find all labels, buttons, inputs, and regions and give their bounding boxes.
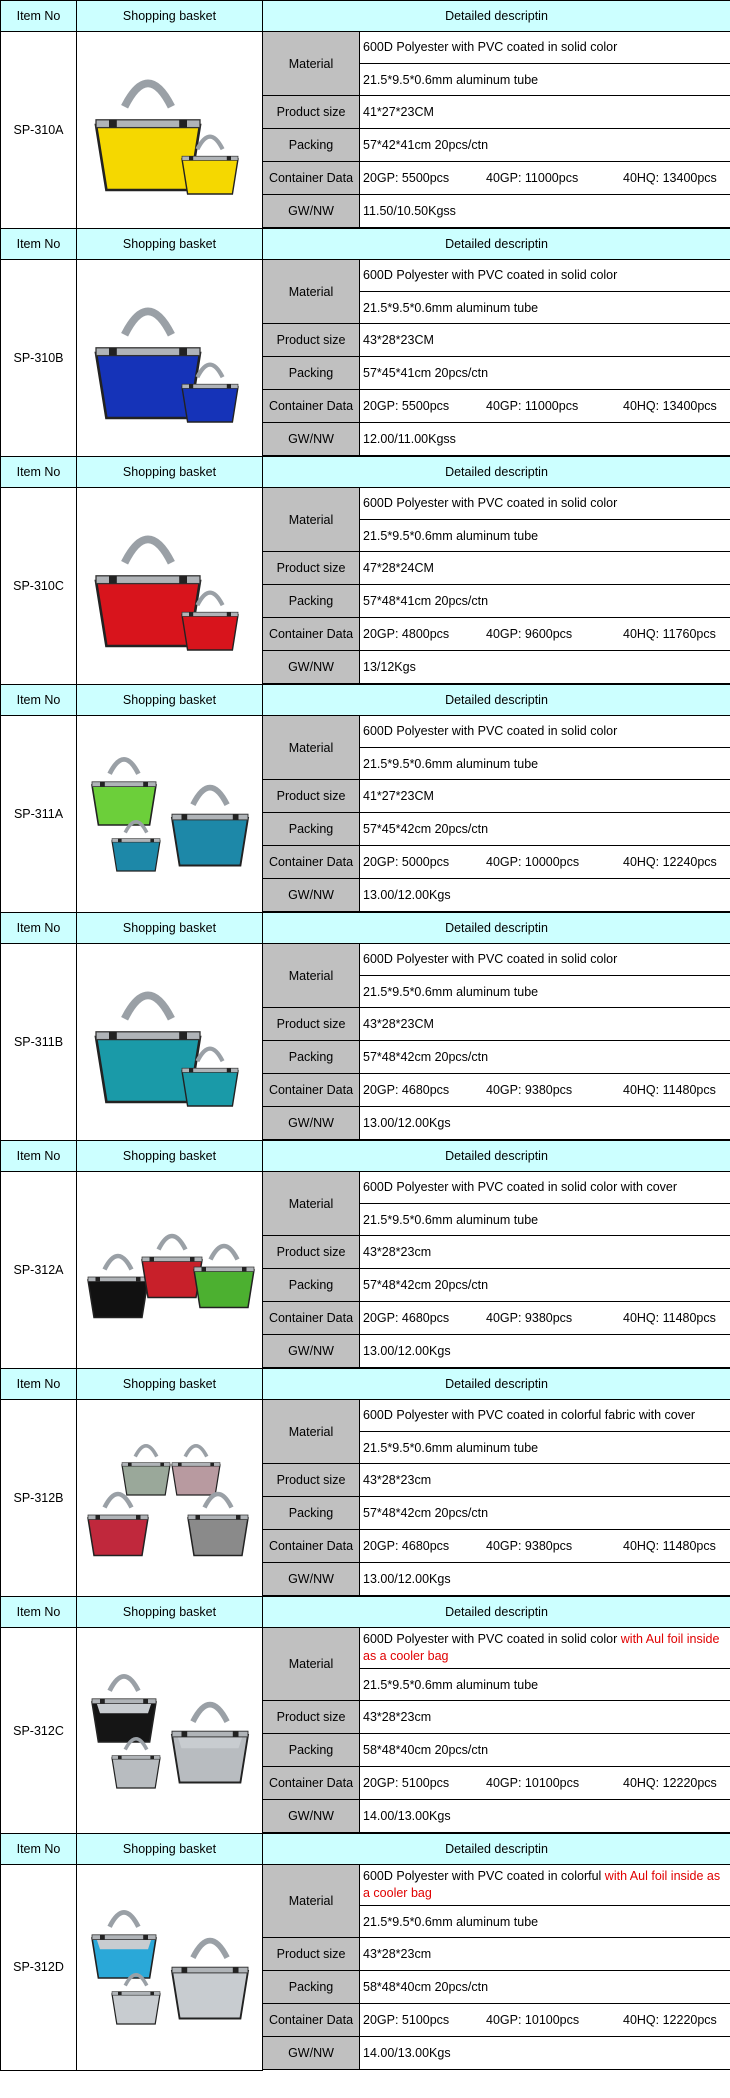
packing-value: 58*48*40cm 20pcs/ctn: [360, 1971, 730, 2004]
container-40gp: 40GP: 11000pcs: [486, 171, 579, 185]
detailed-description-header: Detailed descriptin: [263, 457, 730, 488]
product-photo: [77, 1865, 263, 2071]
gw-nw-value: 11.50/10.50Kgss: [360, 195, 730, 228]
gw-nw-value: 14.00/13.00Kgs: [360, 2037, 730, 2070]
gw-nw-value: 13.00/12.00Kgs: [360, 1107, 730, 1140]
gw-nw-label: GW/NW: [263, 195, 360, 228]
container-data-label: Container Data: [263, 846, 360, 879]
item-number: SP-311A: [1, 716, 77, 913]
gw-nw-value: 13.00/12.00Kgs: [360, 1335, 730, 1368]
container-data-value: [360, 1302, 730, 1335]
product-size-label: Product size: [263, 552, 360, 585]
section-header-row: [1, 1, 730, 32]
section-header-row: [1, 1834, 730, 1865]
product-photo: [77, 32, 263, 229]
item-number: SP-312A: [1, 1172, 77, 1369]
packing-value: 57*48*42cm 20pcs/ctn: [360, 1269, 730, 1302]
packing-label: Packing: [263, 1041, 360, 1074]
material-description: [360, 716, 730, 748]
shopping-basket-header: Shopping basket: [77, 1834, 263, 1865]
shopping-basket-header: Shopping basket: [77, 1141, 263, 1172]
item-number: SP-310A: [1, 32, 77, 229]
teal-basket-icon: [82, 967, 258, 1117]
green-teal-baskets-icon: [82, 739, 258, 889]
container-40hq: 40HQ: 12240pcs: [623, 855, 717, 869]
container-20gp: 20GP: 4680pcs: [363, 1083, 450, 1097]
gw-nw-label: GW/NW: [263, 1335, 360, 1368]
item-number: SP-311B: [1, 944, 77, 1141]
black-cooler-baskets-icon: [82, 1656, 258, 1806]
shopping-basket-header: Shopping basket: [77, 457, 263, 488]
material-description: [360, 32, 730, 64]
gw-nw-label: GW/NW: [263, 2037, 360, 2070]
material-row: [1, 944, 730, 976]
detailed-description-header: Detailed descriptin: [263, 1141, 730, 1172]
container-20gp: 20GP: 4680pcs: [363, 1539, 450, 1553]
container-data-label: Container Data: [263, 1767, 360, 1800]
container-data-value: [360, 618, 730, 651]
material-row: [1, 32, 730, 64]
container-data-label: Container Data: [263, 390, 360, 423]
item-number: SP-312C: [1, 1628, 77, 1834]
shopping-basket-header: Shopping basket: [77, 1, 263, 32]
shopping-basket-header: Shopping basket: [77, 913, 263, 944]
section-header-row: [1, 913, 730, 944]
material-description: [360, 1172, 730, 1204]
material-description: [360, 1628, 730, 1669]
gw-nw-value: 12.00/11.00Kgss: [360, 423, 730, 456]
item-no-header: Item No: [1, 1141, 77, 1172]
item-number: SP-310B: [1, 260, 77, 457]
material-label: Material: [263, 260, 360, 324]
gw-nw-value: 13.00/12.00Kgs: [360, 1563, 730, 1596]
shopping-basket-header: Shopping basket: [77, 1597, 263, 1628]
material-text: 600D Polyester with PVC coated in solid color: [363, 496, 618, 510]
shopping-basket-header: Shopping basket: [77, 229, 263, 260]
product-size-label: Product size: [263, 1464, 360, 1497]
material-label: Material: [263, 488, 360, 552]
material-row: [1, 716, 730, 748]
product-size-label: Product size: [263, 324, 360, 357]
container-data-value: [360, 1767, 730, 1800]
container-20gp: 20GP: 4680pcs: [363, 1311, 450, 1325]
product-size-value: 43*28*23cm: [360, 1938, 730, 1971]
product-size-label: Product size: [263, 780, 360, 813]
product-size-value: 43*28*23cm: [360, 1464, 730, 1497]
material-label: Material: [263, 716, 360, 780]
shopping-basket-header: Shopping basket: [77, 1369, 263, 1400]
section-header-row: [1, 1141, 730, 1172]
container-data-label: Container Data: [263, 162, 360, 195]
detailed-description-header: Detailed descriptin: [263, 1, 730, 32]
container-20gp: 20GP: 5500pcs: [363, 399, 450, 413]
packing-value: 57*45*42cm 20pcs/ctn: [360, 813, 730, 846]
item-no-header: Item No: [1, 913, 77, 944]
item-no-header: Item No: [1, 229, 77, 260]
material-text: 600D Polyester with PVC coated in solid color: [363, 952, 618, 966]
item-number: SP-312B: [1, 1400, 77, 1597]
packing-label: Packing: [263, 357, 360, 390]
product-size-value: 47*28*24CM: [360, 552, 730, 585]
gw-nw-label: GW/NW: [263, 423, 360, 456]
detailed-description-header: Detailed descriptin: [263, 1834, 730, 1865]
container-20gp: 20GP: 4800pcs: [363, 627, 450, 641]
material-description: [360, 1400, 730, 1432]
container-data-value: [360, 162, 730, 195]
container-40hq: 40HQ: 11480pcs: [623, 1311, 716, 1325]
container-40hq: 40HQ: 13400pcs: [623, 171, 717, 185]
packing-value: 57*45*41cm 20pcs/ctn: [360, 357, 730, 390]
gw-nw-label: GW/NW: [263, 1800, 360, 1833]
container-data-value: [360, 2004, 730, 2037]
product-photo: [77, 488, 263, 685]
material-text: 600D Polyester with PVC coated in solid color with cover: [363, 1180, 678, 1194]
gw-nw-label: GW/NW: [263, 1563, 360, 1596]
material-text: 600D Polyester with PVC coated in solid color: [363, 268, 618, 282]
product-size-label: Product size: [263, 1008, 360, 1041]
container-40hq: 40HQ: 11760pcs: [623, 627, 716, 641]
detailed-description-header: Detailed descriptin: [263, 1597, 730, 1628]
gw-nw-value: 13/12Kgs: [360, 651, 730, 684]
section-header-row: [1, 229, 730, 260]
container-40gp: 40GP: 9380pcs: [486, 1311, 573, 1325]
gw-nw-label: GW/NW: [263, 879, 360, 912]
packing-label: Packing: [263, 1971, 360, 2004]
material-label: Material: [263, 944, 360, 1008]
material-description: [360, 488, 730, 520]
container-40gp: 40GP: 9380pcs: [486, 1083, 573, 1097]
item-no-header: Item No: [1, 1, 77, 32]
packing-value: 57*48*41cm 20pcs/ctn: [360, 585, 730, 618]
gw-nw-label: GW/NW: [263, 651, 360, 684]
product-photo: [77, 1400, 263, 1597]
item-no-header: Item No: [1, 685, 77, 716]
product-photo: [77, 1172, 263, 1369]
packing-label: Packing: [263, 585, 360, 618]
detailed-description-header: Detailed descriptin: [263, 229, 730, 260]
material-tube: 21.5*9.5*0.6mm aluminum tube: [360, 976, 730, 1008]
container-data-value: [360, 1530, 730, 1563]
container-40gp: 40GP: 10100pcs: [486, 2013, 580, 2027]
material-label: Material: [263, 1628, 360, 1701]
material-tube: 21.5*9.5*0.6mm aluminum tube: [360, 1432, 730, 1464]
item-no-header: Item No: [1, 1369, 77, 1400]
material-row: [1, 488, 730, 520]
detailed-description-header: Detailed descriptin: [263, 913, 730, 944]
container-20gp: 20GP: 5500pcs: [363, 171, 450, 185]
packing-value: 57*48*42cm 20pcs/ctn: [360, 1497, 730, 1530]
product-photo: [77, 260, 263, 457]
product-size-label: Product size: [263, 1236, 360, 1269]
container-data-label: Container Data: [263, 1530, 360, 1563]
blue-basket-icon: [82, 283, 258, 433]
container-40hq: 40HQ: 11480pcs: [623, 1083, 716, 1097]
material-label: Material: [263, 32, 360, 96]
container-40hq: 40HQ: 11480pcs: [623, 1539, 716, 1553]
container-data-label: Container Data: [263, 618, 360, 651]
product-size-value: 43*28*23CM: [360, 324, 730, 357]
product-photo: [77, 944, 263, 1141]
detailed-description-header: Detailed descriptin: [263, 1369, 730, 1400]
container-data-label: Container Data: [263, 1302, 360, 1335]
item-no-header: Item No: [1, 1597, 77, 1628]
material-label: Material: [263, 1172, 360, 1236]
packing-label: Packing: [263, 1269, 360, 1302]
material-highlight: with Aul foil inside as a cooler bag: [363, 1632, 720, 1663]
container-40gp: 40GP: 11000pcs: [486, 399, 579, 413]
material-tube: 21.5*9.5*0.6mm aluminum tube: [360, 748, 730, 780]
striped-baskets-icon: [82, 1423, 258, 1573]
container-40hq: 40HQ: 12220pcs: [623, 1776, 717, 1790]
packing-label: Packing: [263, 129, 360, 162]
material-text: 600D Polyester with PVC coated in solid color: [363, 724, 618, 738]
container-20gp: 20GP: 5000pcs: [363, 855, 450, 869]
container-40gp: 40GP: 9380pcs: [486, 1539, 573, 1553]
material-text: 600D Polyester with PVC coated in solid color: [363, 40, 618, 54]
material-label: Material: [263, 1865, 360, 1938]
item-number: SP-312D: [1, 1865, 77, 2071]
section-header-row: [1, 1369, 730, 1400]
packing-value: 57*42*41cm 20pcs/ctn: [360, 129, 730, 162]
item-no-header: Item No: [1, 457, 77, 488]
section-header-row: [1, 685, 730, 716]
material-description: [360, 260, 730, 292]
packing-label: Packing: [263, 813, 360, 846]
material-row: [1, 1172, 730, 1204]
section-header-row: [1, 457, 730, 488]
material-row: [1, 1628, 730, 1669]
material-description: [360, 944, 730, 976]
shopping-basket-header: Shopping basket: [77, 685, 263, 716]
container-40gp: 40GP: 10000pcs: [486, 855, 580, 869]
container-40gp: 40GP: 10100pcs: [486, 1776, 580, 1790]
product-photo: [77, 1628, 263, 1834]
packing-value: 58*48*40cm 20pcs/ctn: [360, 1734, 730, 1767]
material-label: Material: [263, 1400, 360, 1464]
product-size-value: 41*27*23CM: [360, 96, 730, 129]
product-size-label: Product size: [263, 1701, 360, 1734]
material-tube: 21.5*9.5*0.6mm aluminum tube: [360, 64, 730, 96]
material-row: [1, 1865, 730, 1906]
item-no-header: Item No: [1, 1834, 77, 1865]
container-data-label: Container Data: [263, 1074, 360, 1107]
gw-nw-label: GW/NW: [263, 1107, 360, 1140]
product-photo: [77, 716, 263, 913]
product-size-label: Product size: [263, 96, 360, 129]
material-tube: 21.5*9.5*0.6mm aluminum tube: [360, 520, 730, 552]
container-data-value: [360, 390, 730, 423]
detailed-description-header: Detailed descriptin: [263, 685, 730, 716]
product-size-label: Product size: [263, 1938, 360, 1971]
gw-nw-value: 14.00/13.00Kgs: [360, 1800, 730, 1833]
section-header-row: [1, 1597, 730, 1628]
container-data-value: [360, 846, 730, 879]
product-size-value: 43*28*23cm: [360, 1236, 730, 1269]
yellow-basket-icon: [82, 55, 258, 205]
packing-value: 57*48*42cm 20pcs/ctn: [360, 1041, 730, 1074]
material-text: 600D Polyester with PVC coated in colorful: [363, 1869, 605, 1883]
container-data-value: [360, 1074, 730, 1107]
gw-nw-value: 13.00/12.00Kgs: [360, 879, 730, 912]
material-row: [1, 1400, 730, 1432]
container-40gp: 40GP: 9600pcs: [486, 627, 573, 641]
material-description: [360, 1865, 730, 1906]
material-text: 600D Polyester with PVC coated in colorful fabric with cover: [363, 1408, 696, 1422]
product-size-value: 41*27*23CM: [360, 780, 730, 813]
packing-label: Packing: [263, 1734, 360, 1767]
material-tube: 21.5*9.5*0.6mm aluminum tube: [360, 1669, 730, 1701]
material-tube: 21.5*9.5*0.6mm aluminum tube: [360, 1906, 730, 1938]
item-number: SP-310C: [1, 488, 77, 685]
container-40hq: 40HQ: 12220pcs: [623, 2013, 717, 2027]
material-highlight: with Aul foil inside as a cooler bag: [363, 1869, 721, 1900]
container-data-label: Container Data: [263, 2004, 360, 2037]
packing-label: Packing: [263, 1497, 360, 1530]
product-size-value: 43*28*23CM: [360, 1008, 730, 1041]
product-size-value: 43*28*23cm: [360, 1701, 730, 1734]
container-20gp: 20GP: 5100pcs: [363, 1776, 450, 1790]
red-basket-icon: [82, 511, 258, 661]
material-text: 600D Polyester with PVC coated in solid color: [363, 1632, 621, 1646]
container-40hq: 40HQ: 13400pcs: [623, 399, 717, 413]
container-20gp: 20GP: 5100pcs: [363, 2013, 450, 2027]
printed-cooler-baskets-icon: [82, 1892, 258, 2042]
covered-baskets-icon: [82, 1195, 258, 1345]
material-tube: 21.5*9.5*0.6mm aluminum tube: [360, 292, 730, 324]
material-tube: 21.5*9.5*0.6mm aluminum tube: [360, 1204, 730, 1236]
material-row: [1, 260, 730, 292]
